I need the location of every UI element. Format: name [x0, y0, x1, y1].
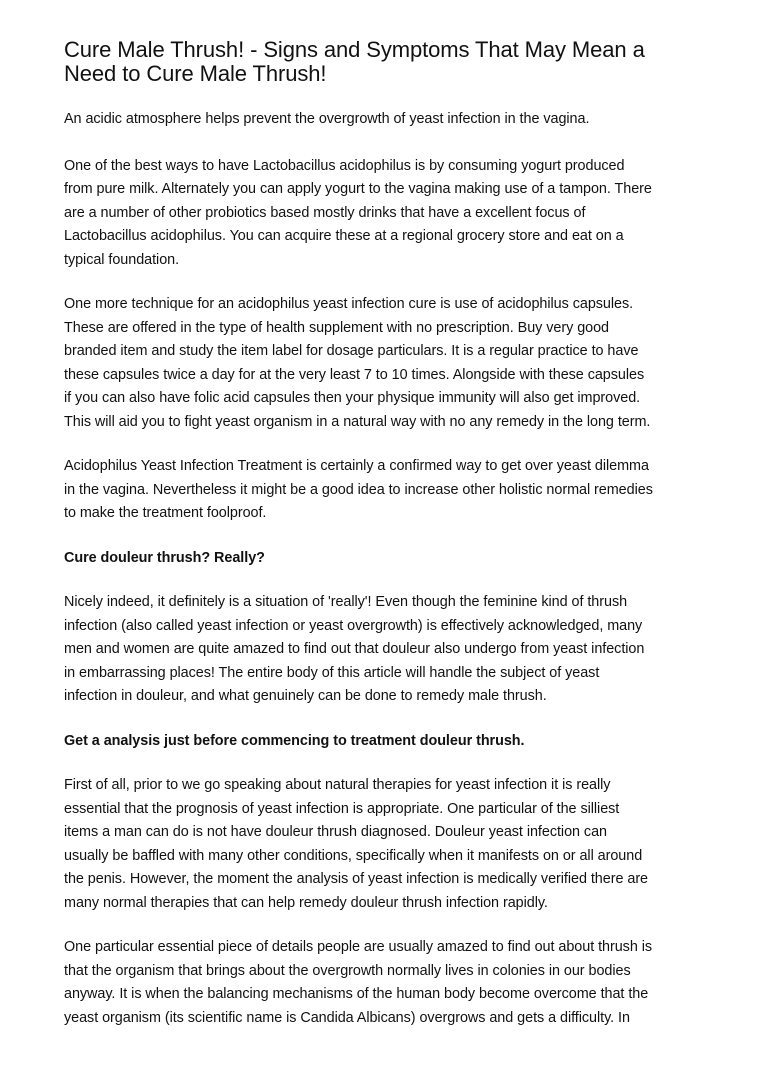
document-page [64, 38, 712, 1051]
paragraph-4: Acidophilus Yeast Infection Treatment is certainly a confirmed way to get over yeast dilemma in the vagina. Nevertheless it might be a good idea to increase other holistic normal remedies to make the treatment foolproof. [64, 458, 653, 521]
paragraph-1: An acidic atmosphere helps prevent the overgrowth of yeast infection in the vagina. [64, 111, 590, 127]
paragraph-2: One of the best ways to have Lactobacillus acidophilus is by consuming yogurt produced from pure milk. Alternately you can apply yogurt to the vagina making use of a tampon. There are a number of other probiotics based mostly drinks that have a excellent focus of Lactobacillus acidophilus. You can acquire these at a regional grocery store and eat on a typical foundation. [64, 157, 652, 268]
paragraph-5: Nicely indeed, it definitely is a situation of 'really'! Even though the feminine kind of thrush infection (also called yeast infection or yeast overgrowth) is effectively acknowledged, many men and women are quite amazed to find out that douleur also undergo from yeast infection in embarrassing places! The entire body of this article will handle the subject of yeast infection in douleur, and what genuinely can be done to remedy male thrush. [64, 594, 645, 704]
paragraph-3: One more technique for an acidophilus yeast infection cure is use of acidophilus capsules. These are offered in the type of health supplement with no prescription. Buy very good branded item and study the item label for dosage particulars. It is a regular practice to have these capsules twice a day for at the very least 7 to 10 times. Alongside with these capsules if you can also have folic acid capsules then your physique immunity will also get improved. This will aid you to fight yeast organism in a natural way with no any remedy in the long term. [64, 296, 651, 430]
paragraph-7: One particular essential piece of details people are usually amazed to find out about thrush is that the organism that brings about the overgrowth normally lives in colonies in our bodies anyway. It is when the balancing mechanisms of the human body become overcome that the yeast organism (its scientific name is Candida Albicans) overgrows and gets a difficulty. In [64, 939, 653, 1026]
paragraph-6: First of all, prior to we go speaking about natural therapies for yeast infection it is really essential that the prognosis of yeast infection is appropriate. One particular of the silliest items a man can do is not have douleur thrush diagnosed. Douleur yeast infection can usually be baffled with many other conditions, specifically when it manifests on or all around the penis. However, the moment the analysis of yeast infection is medically verified there are many normal therapies that can help remedy douleur thrush infection rapidly. [64, 777, 649, 911]
section-heading-1: Cure douleur thrush? Really? [64, 549, 265, 566]
page-title: Cure Male Thrush! - Signs and Symptoms That May Mean a Need to Cure Male Thrush! [64, 37, 645, 86]
section-heading-2: Get a analysis just before commencing to treatment douleur thrush. [64, 732, 525, 749]
